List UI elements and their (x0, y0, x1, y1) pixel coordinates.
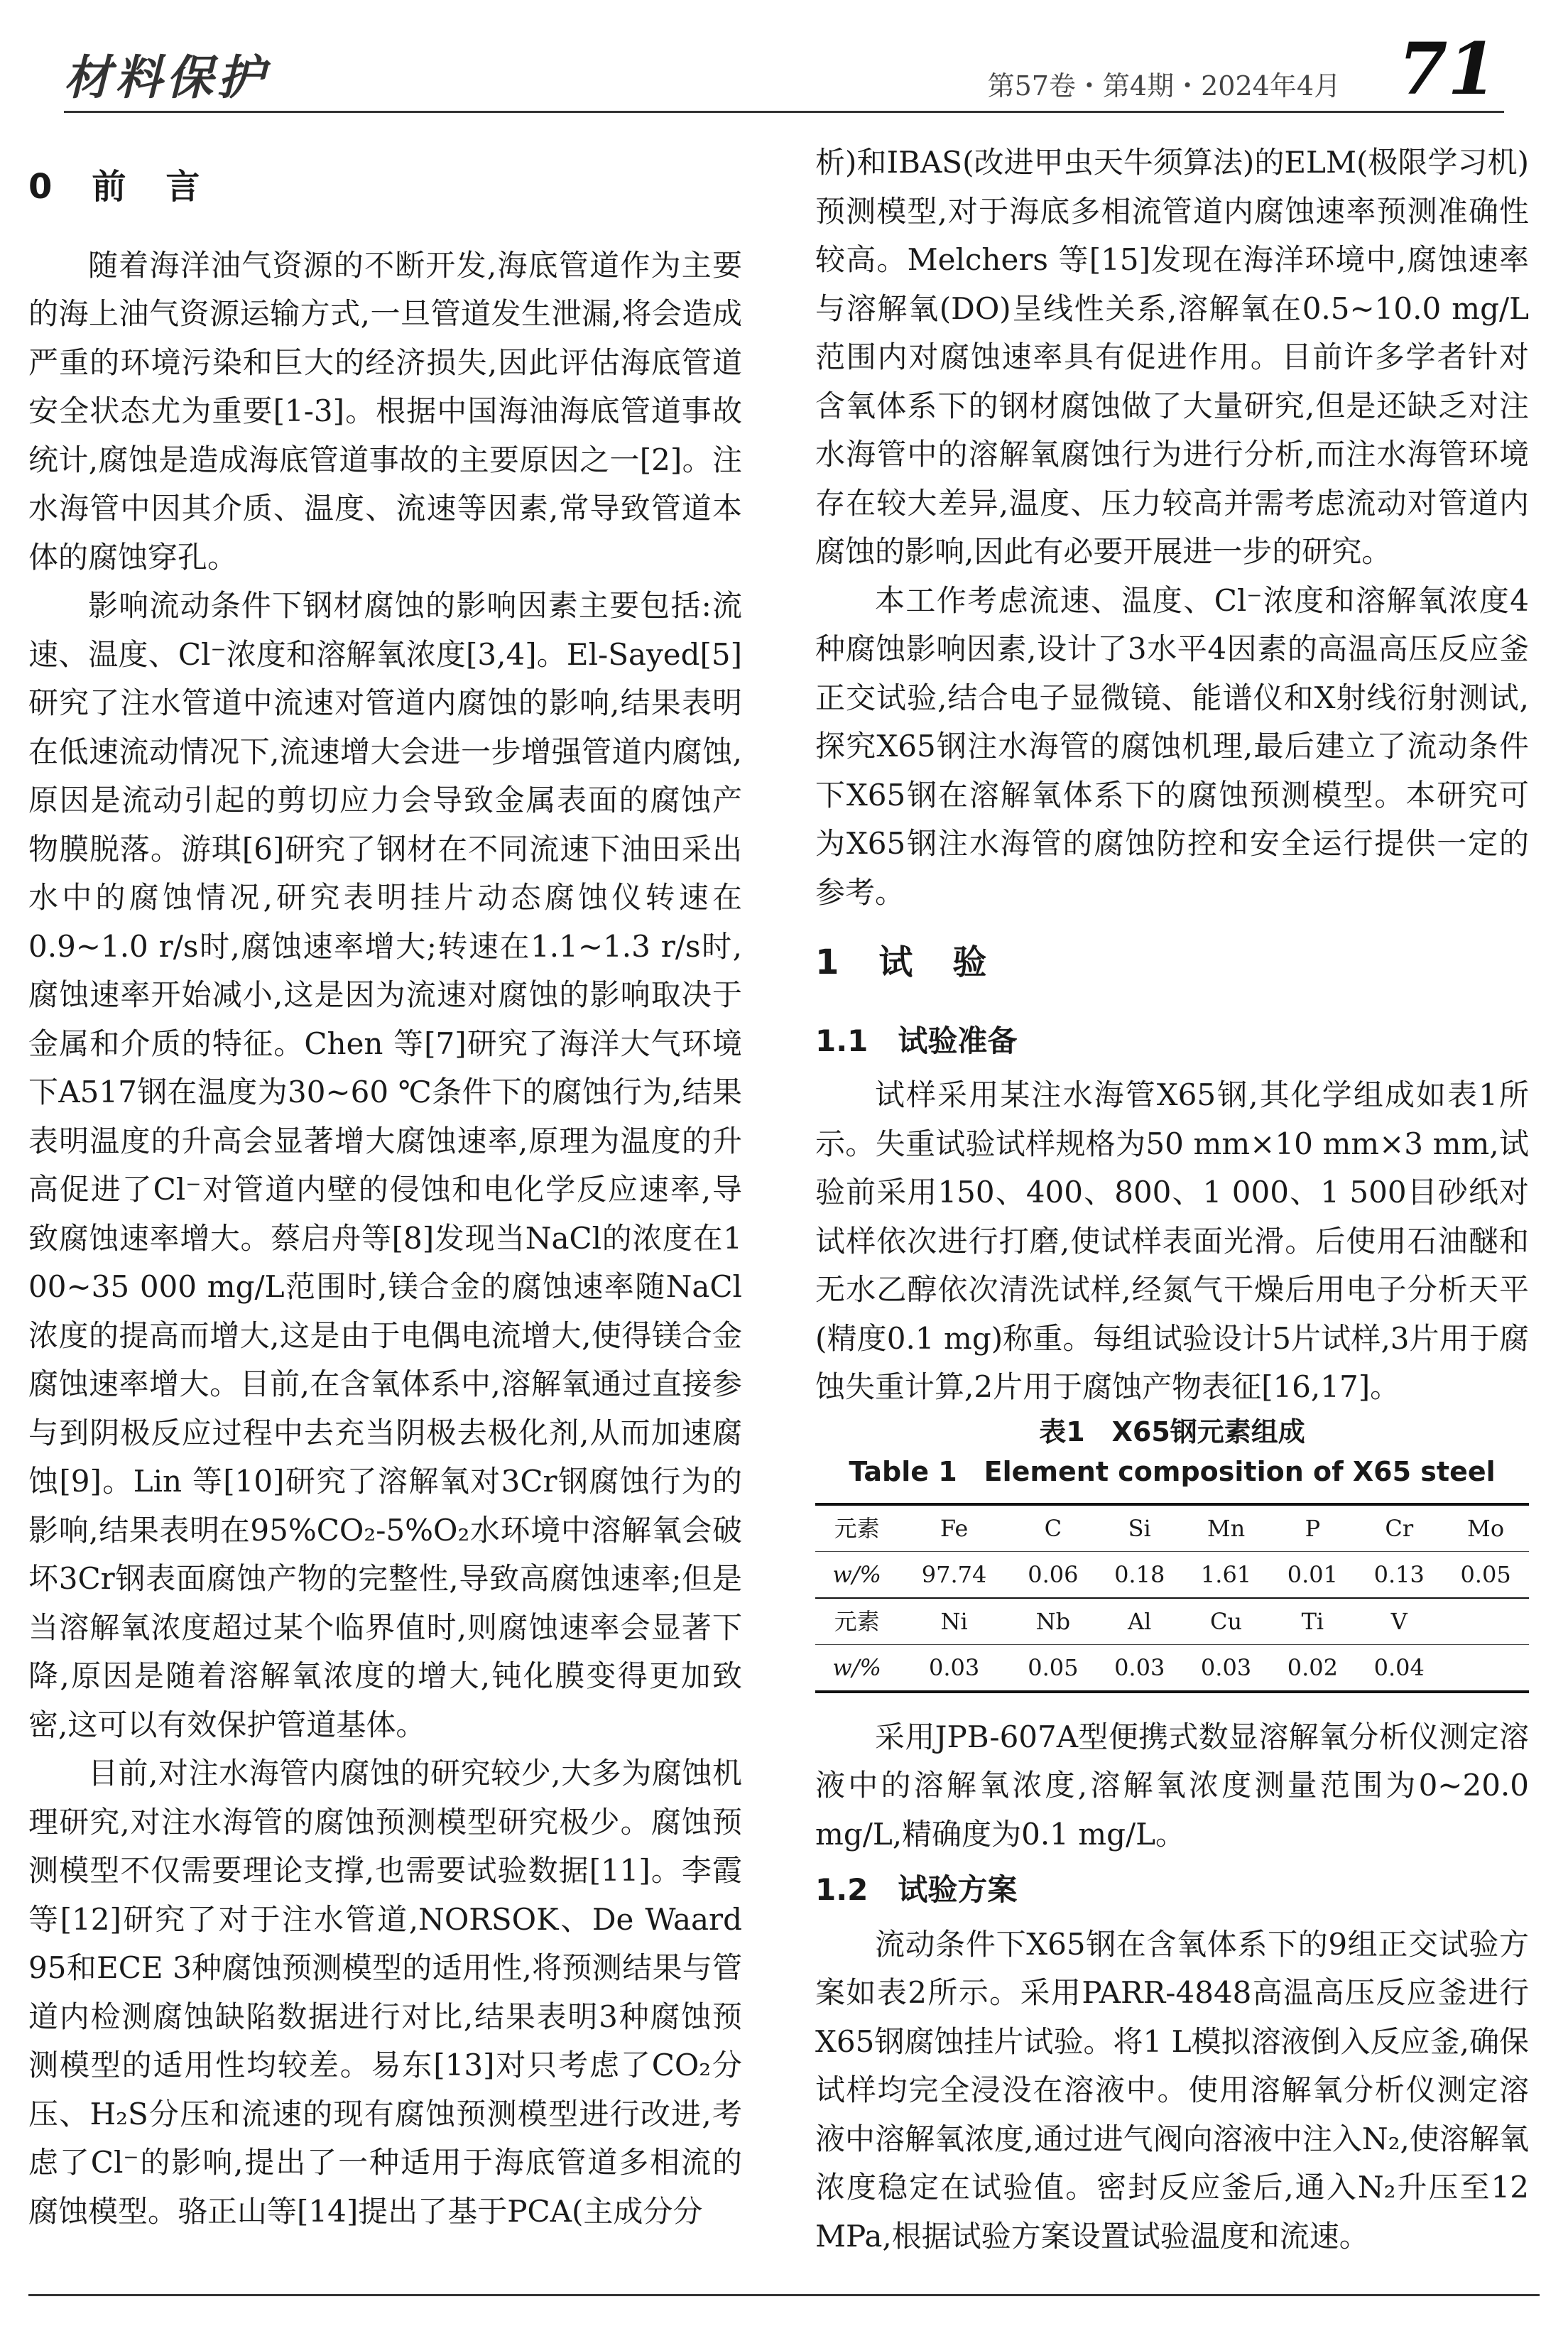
table-cell: 1.61 (1183, 1551, 1270, 1598)
paragraph: 流动条件下X65钢在含氧体系下的9组正交试验方案如表2所示。采用PARR-4848高温高压反应釜进行X65钢腐蚀挂片试验。将1 L模拟溶液倒入反应釜,确保试样均完全浸没在溶液中。使用溶解氧分析仪测定溶液中溶解氧浓度,通过进气阀向溶液中注入N₂,使溶解氧浓度稳定在试验值。密封反应釜后,通入N₂升压至12 MPa,根据试验方案设置试验温度和流速。 (815, 1926, 1529, 2254)
table-cell: 97.74 (898, 1551, 1010, 1598)
table-caption-en: Table 1 Element composition of X65 steel (849, 1455, 1496, 1487)
page-header (64, 27, 1504, 111)
section-title-experiment: 1 试 验 (815, 942, 990, 982)
subsection-title-scheme: 1.2 试验方案 (815, 1872, 1018, 1907)
element-composition-table (815, 1503, 1529, 1693)
table-row (815, 1504, 1529, 1552)
journal-name: 材料保护 (64, 50, 268, 105)
table-cell: 0.03 (1183, 1644, 1270, 1692)
table-caption-cn: 表1 X65钢元素组成 (1039, 1416, 1305, 1447)
table-cell: Mn (1183, 1504, 1270, 1552)
table-cell (1442, 1598, 1529, 1645)
issue-info: 第57卷・第4期・2024年4月 (987, 70, 1341, 102)
table-cell: Ti (1269, 1598, 1356, 1645)
table-cell: Si (1096, 1504, 1183, 1552)
table-cell: 元素 (815, 1598, 898, 1645)
table-cell: w/% (815, 1644, 898, 1692)
table-cell: Cu (1183, 1598, 1270, 1645)
table-row (815, 1644, 1529, 1692)
table-cell: Nb (1010, 1598, 1096, 1645)
table-cell: Cr (1356, 1504, 1442, 1552)
table-cell: 0.05 (1442, 1551, 1529, 1598)
footer-rule (28, 2294, 1540, 2296)
right-column (815, 138, 1529, 2261)
table-cell: 0.18 (1096, 1551, 1183, 1598)
page-number: 71 (1398, 27, 1497, 111)
left-column (28, 138, 742, 2236)
table-cell: 0.05 (1010, 1644, 1096, 1692)
paragraph: 试样采用某注水海管X65钢,其化学组成如表1所示。失重试验试样规格为50 mm×10 mm×3 mm,试验前采用150、400、800、1 000、1 500目砂纸对试样依次进行打磨,使试样表面光滑。后使用石油醚和无水乙醇依次清洗试样,经氮气干燥后用电子分析天平(精度0.1 mg)称重。每组试验设计5片试样,3片用于腐蚀失重计算,2片用于腐蚀产物表征[16,17]。 (815, 1077, 1529, 1404)
table-cell: P (1269, 1504, 1356, 1552)
paragraph: 析)和IBAS(改进甲虫天牛须算法)的ELM(极限学习机)预测模型,对于海底多相流管道内腐蚀速率预测准确性较高。Melchers 等[15]发现在海洋环境中,腐蚀速率与溶解氧(DO)呈线性关系,溶解氧在0.5~10.0 mg/L范围内对腐蚀速率具有促进作用。目前许多学者针对含氧体系下的钢材腐蚀做了大量研究,但是还缺乏对注水海管中的溶解氧腐蚀行为进行分析,而注水海管环境存在较大差异,温度、压力较高并需考虑流动对管道内腐蚀的影响,因此有必要开展进一步的研究。 (815, 145, 1529, 569)
subsection-title-preparation: 1.1 试验准备 (815, 1023, 1018, 1058)
paragraph: 本工作考虑流速、温度、Cl⁻浓度和溶解氧浓度4种腐蚀影响因素,设计了3水平4因素的高温高压反应釜正交试验,结合电子显微镜、能谱仪和X射线衍射测试,探究X65钢注水海管的腐蚀机理,最后建立了流动条件下X65钢在溶解氧体系下的腐蚀预测模型。本研究可为X65钢注水海管的腐蚀防控和安全运行提供一定的参考。 (815, 582, 1529, 910)
paragraph: 随着海洋油气资源的不断开发,海底管道作为主要的海上油气资源运输方式,一旦管道发生泄漏,将会造成严重的环境污染和巨大的经济损失,因此评估海底管道安全状态尤为重要[1-3]。根据中国海油海底管道事故统计,腐蚀是造成海底管道事故的主要原因之一[2]。注水海管中因其介质、温度、流速等因素,常导致管道本体的腐蚀穿孔。 (28, 247, 742, 575)
table-cell: C (1010, 1504, 1096, 1552)
table-cell: 0.03 (1096, 1644, 1183, 1692)
section-title-introduction: 0 前 言 (28, 167, 203, 207)
table-cell: 0.13 (1356, 1551, 1442, 1598)
table-cell: 元素 (815, 1504, 898, 1552)
table-cell: Fe (898, 1504, 1010, 1552)
table-cell: V (1356, 1598, 1442, 1645)
table-cell (1442, 1644, 1529, 1692)
table-cell: 0.04 (1356, 1644, 1442, 1692)
paragraph: 影响流动条件下钢材腐蚀的影响因素主要包括:流速、温度、Cl⁻浓度和溶解氧浓度[3,4]。El-Sayed[5]研究了注水管道中流速对管道内腐蚀的影响,结果表明在低速流动情况下,流速增大会进一步增强管道内腐蚀,原因是流动引起的剪切应力会导致金属表面的腐蚀产物膜脱落。游琪[6]研究了钢材在不同流速下油田采出水中的腐蚀情况,研究表明挂片动态腐蚀仪转速在0.9~1.0 r/s时,腐蚀速率增大;转速在1.1~1.3 r/s时,腐蚀速率开始减小,这是因为流速对腐蚀的影响取决于金属和介质的特征。Chen 等[7]研究了海洋大气环境下A517钢在温度为30~60 ℃条件下的腐蚀行为,结果表明温度的升高会显著增大腐蚀速率,原理为温度的升高促进了Cl⁻对管道内壁的侵蚀和电化学反应速率,导致腐蚀速率增大。蔡启舟等[8]发现当NaCl的浓度在1 00~35 000 mg/L范围时,镁合金的腐蚀速率随NaCl浓度的提高而增大,这是由于电偶电流增大,使得镁合金腐蚀速率增大。目前,在含氧体系中,溶解氧通过直接参与到阴极反应过程中去充当阴极去极化剂,从而加速腐蚀[9]。Lin 等[10]研究了溶解氧对3Cr钢腐蚀行为的影响,结果表明在95%CO₂-5%O₂水环境中溶解氧会破坏3Cr钢表面腐蚀产物的完整性,导致高腐蚀速率;但是当溶解氧浓度超过某个临界值时,则腐蚀速率会显著下降,原因是随着溶解氧浓度的增大,钝化膜变得更加致密,这可以有效保护管道基体。 (28, 588, 742, 1742)
table-cell: Mo (1442, 1504, 1529, 1552)
table-cell: Al (1096, 1598, 1183, 1645)
table-row (815, 1551, 1529, 1598)
table-row (815, 1598, 1529, 1645)
table-cell: w/% (815, 1551, 898, 1598)
table-cell: 0.06 (1010, 1551, 1096, 1598)
table-cell: Ni (898, 1598, 1010, 1645)
table-cell: 0.02 (1269, 1644, 1356, 1692)
table-cell: 0.03 (898, 1644, 1010, 1692)
header-rule (64, 111, 1504, 113)
table-cell: 0.01 (1269, 1551, 1356, 1598)
paragraph: 目前,对注水海管内腐蚀的研究较少,大多为腐蚀机理研究,对注水海管的腐蚀预测模型研究极少。腐蚀预测模型不仅需要理论支撑,也需要试验数据[11]。李霞等[12]研究了对于注水管道,NORSOK、De Waard 95和ECE 3种腐蚀预测模型的适用性,将预测结果与管道内检测腐蚀缺陷数据进行对比,结果表明3种腐蚀预测模型的适用性均较差。易东[13]对只考虑了CO₂分压、H₂S分压和流速的现有腐蚀预测模型进行改进,考虑了Cl⁻的影响,提出了一种适用于海底管道多相流的腐蚀模型。骆正山等[14]提出了基于PCA(主成分分 (28, 1756, 742, 2229)
paragraph: 采用JPB-607A型便携式数显溶解氧分析仪测定溶液中的溶解氧浓度,溶解氧浓度测量范围为0~20.0 mg/L,精确度为0.1 mg/L。 (815, 1719, 1529, 1852)
